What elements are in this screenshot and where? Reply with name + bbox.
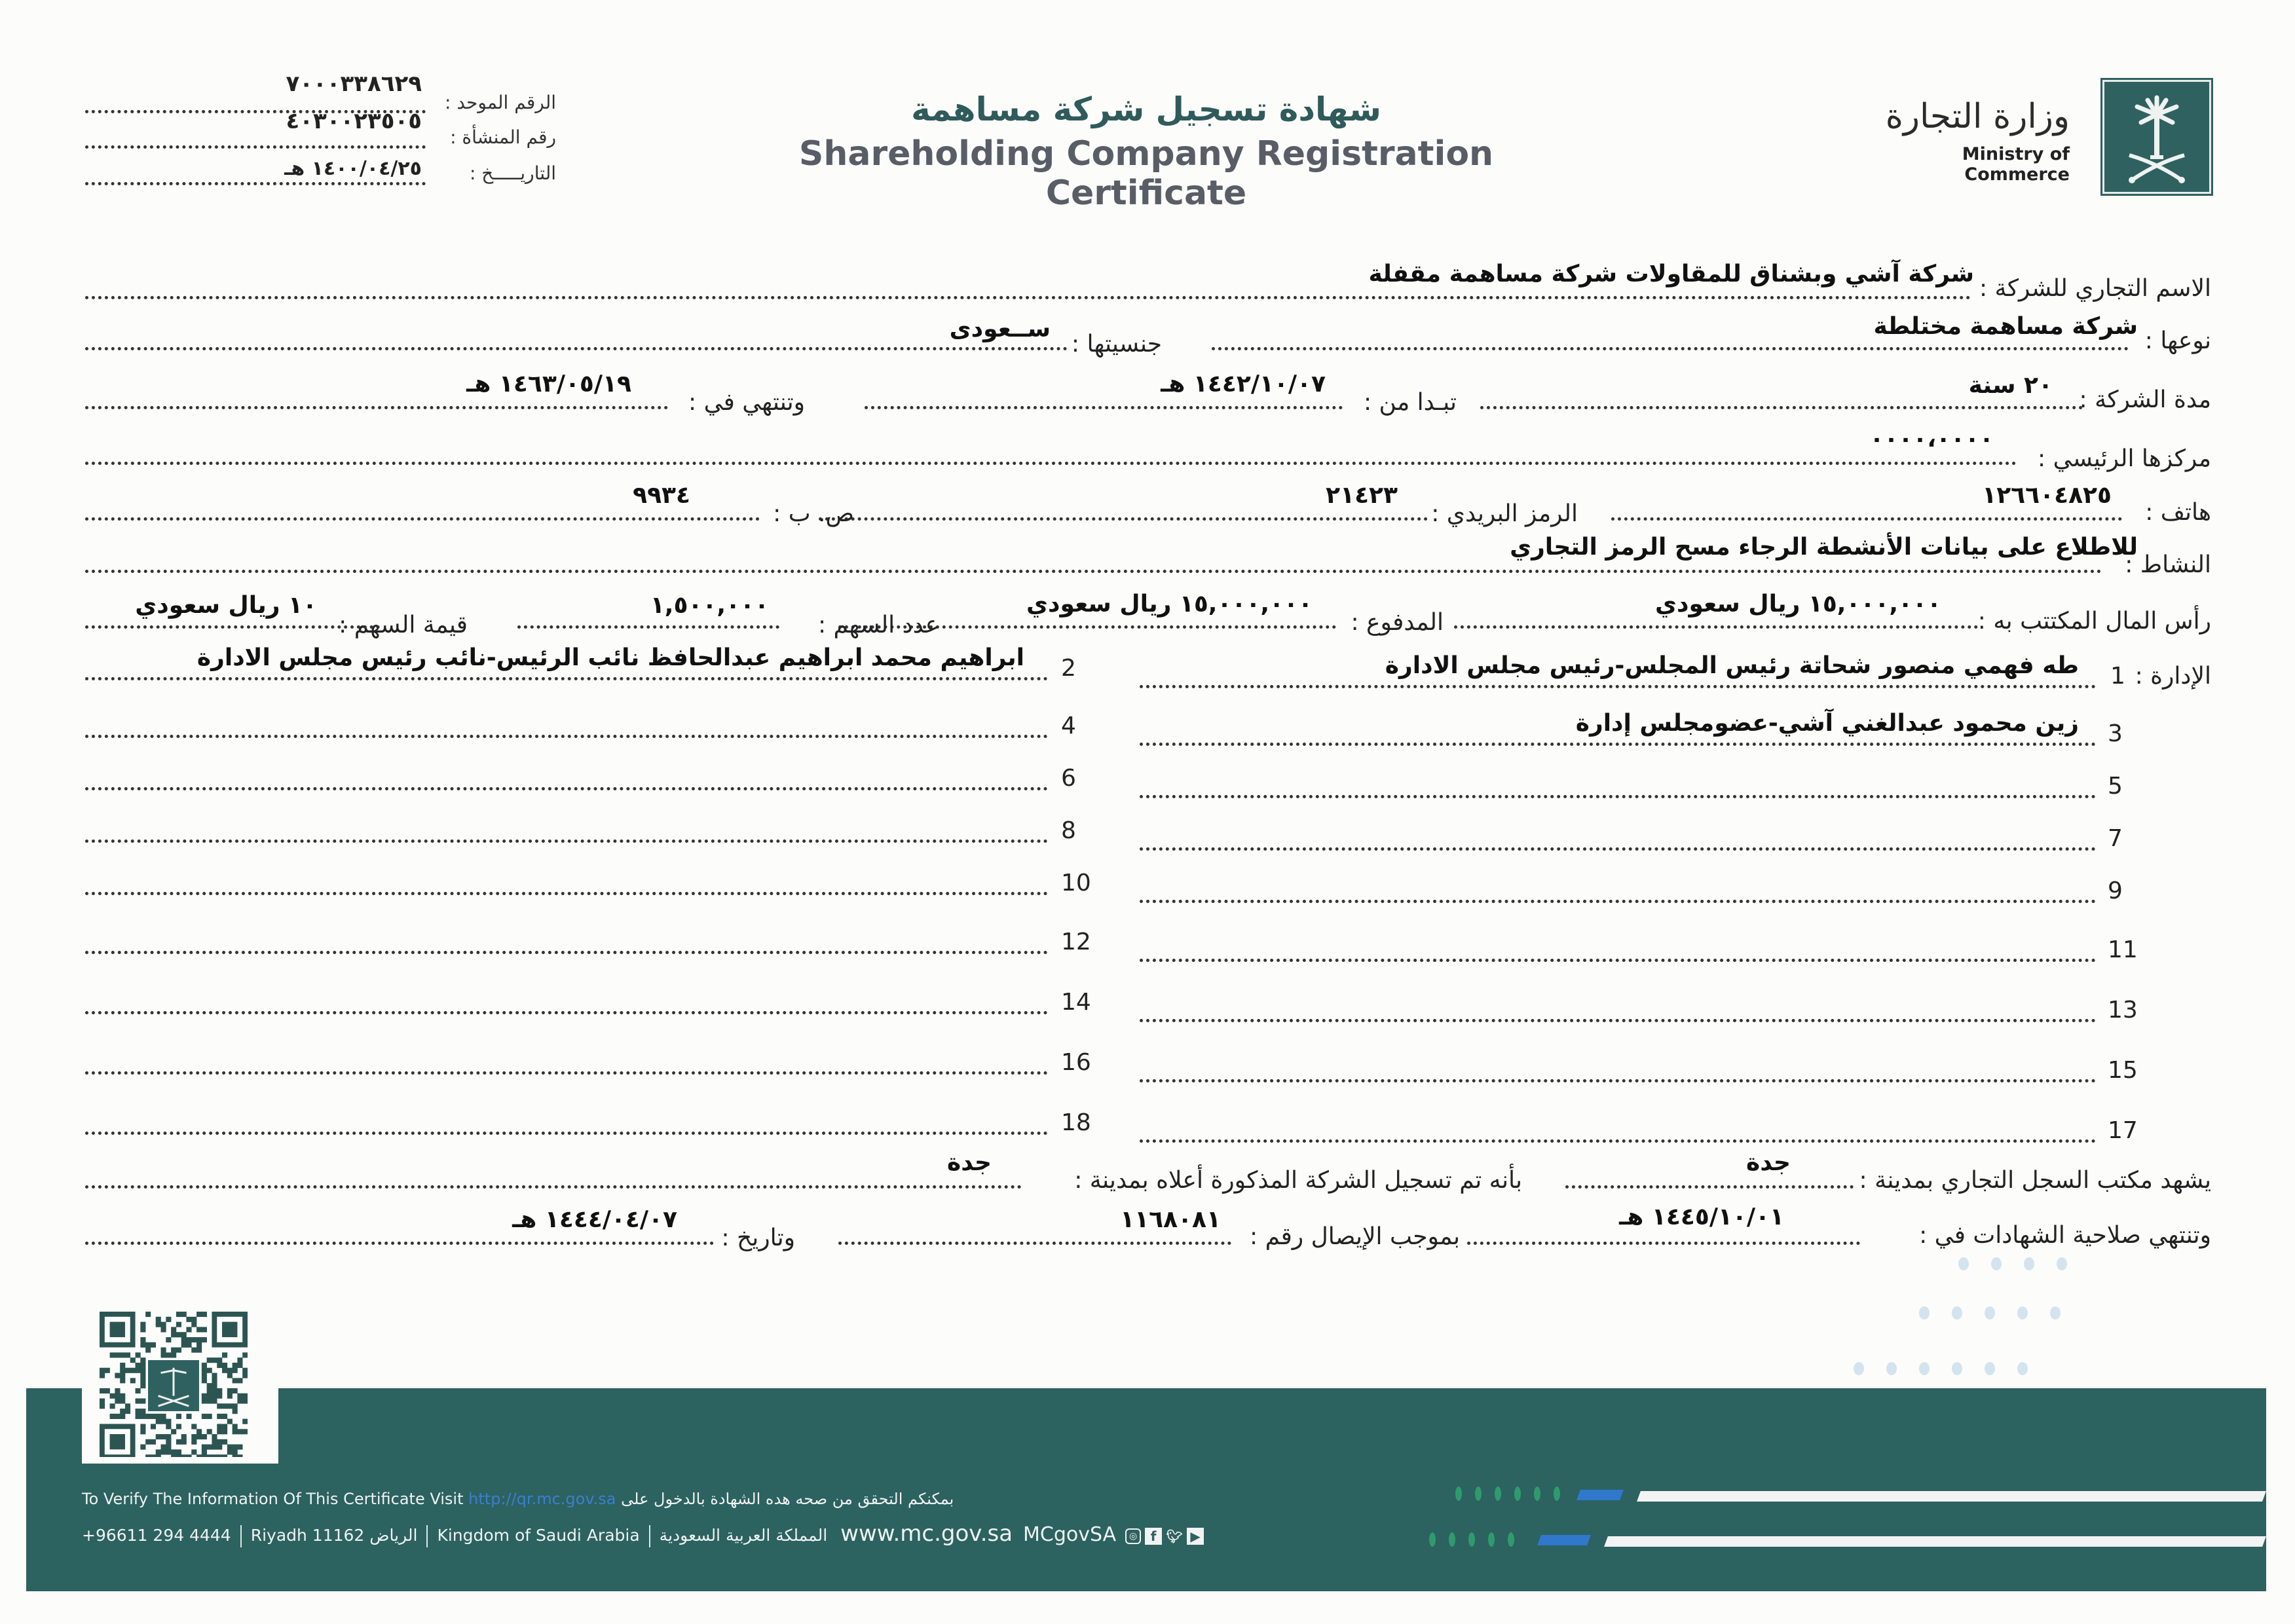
board-member-number: 13 xyxy=(2108,997,2138,1024)
board-member-number: 15 xyxy=(2108,1057,2138,1084)
board-member-number: 9 xyxy=(2108,877,2123,904)
dotted-line xyxy=(85,1011,1048,1014)
dotted-line xyxy=(1140,1079,2096,1082)
end-date-value: ١٤٦٣/٠٥/١٩ هـ xyxy=(466,371,631,397)
board-member-number: 11 xyxy=(2108,936,2138,963)
certify-city-label: يشهد مكتب السجل التجاري بمدينة : xyxy=(1859,1167,2211,1194)
receipt-number-value: ١١٦٨٠٨١ xyxy=(1120,1206,1221,1233)
po-box-value: ٩٩٣٤ xyxy=(633,482,690,509)
dotted-line xyxy=(85,951,1048,954)
board-member-number: 17 xyxy=(2108,1117,2138,1144)
dotted-line xyxy=(1480,406,2083,409)
board-member-name: ابراهيم محمد ابراهيم عبدالحافظ نائب الرئيس-نائب رئيس مجلس الادارة xyxy=(196,644,1024,671)
dotted-line xyxy=(85,892,1048,895)
dotted-line xyxy=(1140,795,2096,798)
dotted-line xyxy=(85,625,380,629)
registered-city-label: بأنه تم تسجيل الشركة المذكورة أعلاه بمدينة : xyxy=(1074,1167,1522,1194)
duration-value: ٢٠ سنة xyxy=(1968,372,2053,399)
dotted-line xyxy=(85,735,1048,738)
receipt-date-label: وتاريخ : xyxy=(721,1225,795,1251)
board-member-number: 14 xyxy=(1061,989,1091,1016)
board-member-name: طه فهمي منصور شحاتة رئيس المجلس-رئيس مجلس الادارة xyxy=(1385,652,2079,679)
dotted-line xyxy=(1565,1185,1854,1189)
unified-number-value: ٧٠٠٠٣٣٨٦٢٩ xyxy=(286,71,422,97)
dotted-line xyxy=(1212,347,2129,350)
receipt-number-label: بموجب الإيصال رقم : xyxy=(1250,1223,1460,1250)
country-ar: المملكة العربية السعودية xyxy=(659,1526,828,1545)
validity-label: وتنتهي صلاحية الشهادات في : xyxy=(1919,1222,2211,1249)
dotted-line xyxy=(85,840,1048,843)
dotted-line xyxy=(85,787,1048,790)
board-member-number: 6 xyxy=(1061,765,1076,792)
establishment-number-value: ٤٠٣٠٠٢٣٥٠٥ xyxy=(286,108,422,134)
nationality-label: جنسيتها : xyxy=(1071,331,1162,358)
board-member-number: 16 xyxy=(1061,1049,1091,1076)
duration-label: مدة الشركة : xyxy=(2079,386,2211,413)
website-link[interactable]: www.mc.gov.sa xyxy=(840,1521,1013,1547)
board-member-number: 5 xyxy=(2108,773,2123,800)
shares-count-value: ١,٥٠٠,٠٠٠ xyxy=(650,592,769,619)
dotted-line xyxy=(838,1242,1231,1245)
instagram-icon[interactable]: ◎ xyxy=(1125,1528,1141,1544)
palm-swords-emblem-icon xyxy=(2102,80,2211,194)
phone-value: ١٢٦٦٠٤٨٢٥ xyxy=(1982,482,2112,509)
headquarters-label: مركزها الرئيسي : xyxy=(2038,445,2211,472)
dotted-line xyxy=(1140,1019,2096,1022)
dotted-line xyxy=(819,517,1428,521)
dotted-line xyxy=(1467,1242,1860,1245)
facebook-icon[interactable]: f xyxy=(1145,1528,1162,1545)
po-box-label: ص. ب : xyxy=(773,500,854,527)
country-en: Kingdom of Saudi Arabia xyxy=(437,1526,640,1545)
validity-value: ١٤٤٥/١٠/٠١ هـ xyxy=(1619,1204,1784,1230)
title-english: Shareholding Company Registration Certificate xyxy=(798,134,1494,213)
issue-date-label: التاريـــــخ : xyxy=(469,162,556,184)
ministry-name-arabic: وزارة التجارة xyxy=(1885,97,2070,136)
company-type-value: شركة مساهمة مختلطة xyxy=(1873,313,2138,340)
dotted-line xyxy=(85,296,1971,299)
dotted-line xyxy=(85,1242,714,1245)
board-member-number: 3 xyxy=(2108,720,2123,747)
receipt-date-value: ١٤٤٤/٠٤/٠٧ هـ xyxy=(512,1206,677,1233)
qr-code-icon xyxy=(100,1312,248,1457)
postal-code-value: ٢١٤٢٣ xyxy=(1326,482,1398,509)
subscribed-capital-value: ١٥,٠٠٠,٠٠٠ ريال سعودي xyxy=(1655,591,1941,618)
dotted-line xyxy=(517,625,779,629)
board-member-number: 4 xyxy=(1061,712,1076,739)
contact-line xyxy=(82,1521,1204,1547)
registered-city-value: جدة xyxy=(947,1149,992,1176)
shares-count-label: عدد السهم : xyxy=(817,612,939,638)
youtube-icon[interactable]: ▶ xyxy=(1187,1528,1204,1545)
board-member-number: 7 xyxy=(2108,825,2123,852)
unified-number-label: الرقم الموحد : xyxy=(445,92,556,113)
twitter-icon[interactable]: 🐦︎ xyxy=(1166,1528,1183,1544)
activity-value: للاطلاع على بيانات الأنشطة الرجاء مسح الرمز التجاري xyxy=(1510,534,2138,561)
dotted-line xyxy=(1454,625,1978,629)
verify-text-en: To Verify The Information Of This Certificate Visit xyxy=(82,1490,464,1508)
dotted-line xyxy=(1140,743,2096,746)
dotted-line xyxy=(865,406,1343,409)
start-date-label: تبـدا من : xyxy=(1363,389,1457,416)
dotted-line xyxy=(85,1071,1048,1075)
dotted-line xyxy=(85,462,2017,465)
company-type-label: نوعها : xyxy=(2144,327,2211,354)
dotted-line xyxy=(85,1185,1022,1189)
trade-name-value: شركة آشي وبشناق للمقاولات شركة مساهمة مقفلة xyxy=(1368,261,1974,287)
city-en: Riyadh 11162 xyxy=(250,1526,365,1545)
title-arabic: شهادة تسجيل شركة مساهمة xyxy=(911,90,1381,128)
dotted-line xyxy=(1140,959,2096,962)
start-date-value: ١٤٤٢/١٠/٠٧ هـ xyxy=(1161,371,1326,397)
establishment-number-label: رقم المنشأة : xyxy=(450,126,556,148)
certify-city-value: جدة xyxy=(1746,1149,1791,1176)
verify-link[interactable]: http://qr.mc.gov.sa xyxy=(468,1490,616,1508)
dotted-line xyxy=(85,677,1048,680)
board-member-number: 8 xyxy=(1061,817,1076,844)
dotted-line xyxy=(85,182,426,185)
board-member-name: زين محمود عبدالغني آشي-عضومجلس إدارة xyxy=(1575,710,2079,737)
board-member-number: 18 xyxy=(1061,1109,1091,1136)
board-member-number: 12 xyxy=(1061,929,1091,955)
share-value-label: قيمة السهم : xyxy=(339,612,468,638)
board-member-number: 10 xyxy=(1061,870,1091,896)
dotted-line xyxy=(1611,517,2122,521)
trade-name-label: الاسم التجاري للشركة : xyxy=(1979,275,2211,302)
dotted-line xyxy=(85,570,2102,573)
dotted-line xyxy=(85,517,760,521)
paid-capital-value: ١٥,٠٠٠,٠٠٠ ريال سعودي xyxy=(1026,591,1313,618)
phone-label: هاتف : xyxy=(2145,499,2211,526)
activity-label: النشاط : xyxy=(2125,551,2211,578)
headquarters-value: ٠٠٠٠،٠٠٠٠ xyxy=(1869,426,1994,452)
dotted-line xyxy=(85,145,426,149)
dotted-line xyxy=(85,347,1068,350)
postal-code-label: الرمز البريدي : xyxy=(1431,500,1578,527)
paid-capital-label: المدفوع : xyxy=(1351,609,1444,636)
end-date-label: وتنتهي في : xyxy=(688,389,805,416)
subscribed-capital-label: رأس المال المكتتب به : xyxy=(1977,608,2211,635)
dotted-line xyxy=(1140,1139,2096,1143)
dotted-line xyxy=(1140,685,2096,688)
board-member-number: 2 xyxy=(1061,655,1076,682)
dotted-line xyxy=(85,1132,1048,1135)
phone-number: +96611 294 4444 xyxy=(82,1526,231,1545)
board-member-number: 1 xyxy=(2110,663,2125,690)
ministry-name-english: Ministry of Commerce xyxy=(1962,144,2070,185)
nationality-value: ســعودى xyxy=(949,316,1051,342)
social-handle: MCgovSA xyxy=(1023,1523,1117,1546)
verify-line xyxy=(82,1490,954,1508)
dotted-line xyxy=(85,406,668,409)
board-label: الإدارة : xyxy=(2135,663,2211,690)
dotted-line xyxy=(1140,900,2096,903)
issue-date-value: ١٤٠٠/٠٤/٢٥ هـ xyxy=(284,157,422,180)
share-value-value: ١٠ ريال سعودي xyxy=(135,592,317,619)
city-ar: الرياض xyxy=(369,1526,418,1545)
dotted-line xyxy=(1140,847,2096,851)
verify-text-ar: بمكنكم التحقق من صحه هده الشهادة بالدخول على xyxy=(621,1490,954,1508)
